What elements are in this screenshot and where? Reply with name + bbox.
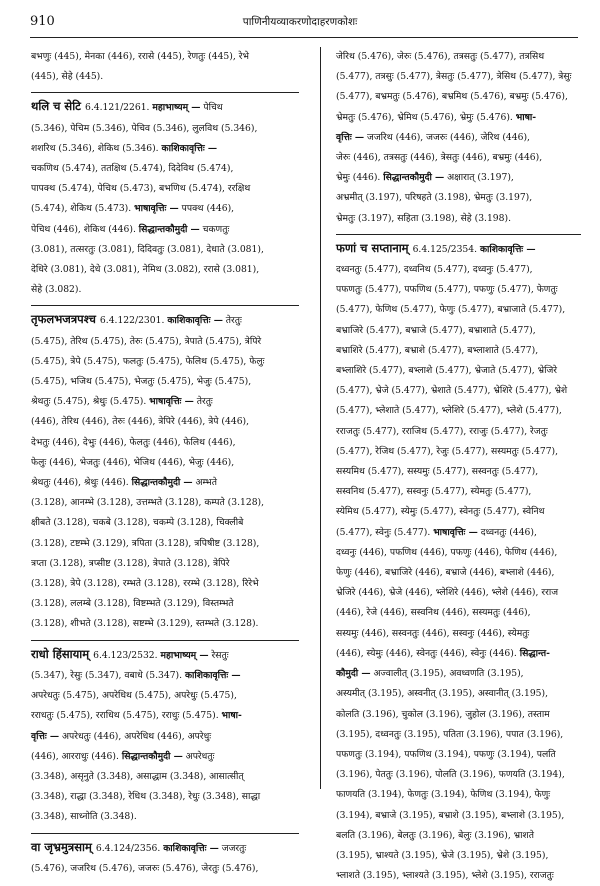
example-text: सस्वनिथ (5.477), सस्वनुः (5.477), स्येमतुः (5.477), — [336, 486, 532, 498]
example-text: पपक्थ (446), — [178, 203, 235, 215]
page-header — [0, 0, 600, 40]
entry-line — [336, 583, 581, 603]
entry-line — [31, 859, 299, 879]
example-text: चकणिथ (5.474), ततक्षिथ (5.474), दिदेविथ (5.474), — [31, 163, 234, 175]
entry-line — [31, 159, 299, 179]
entry-line — [336, 47, 581, 67]
example-text: जजरतुः — [218, 842, 247, 854]
example-text: अभ्रमीत् (3.197), परिषहते (3.198), भ्रेमतुः (3.197), — [336, 192, 533, 204]
entry-separator — [336, 234, 581, 235]
entry-line — [336, 209, 581, 229]
example-text: अज्वालीत् (3.195), अवध्वणति (3.195), — [370, 668, 524, 680]
entry-line — [336, 462, 581, 482]
example-text: अपरेधतुः — [182, 750, 215, 762]
entry-line — [31, 139, 299, 159]
entry-line — [336, 523, 581, 543]
entry-line — [31, 332, 299, 352]
example-text: पेचिथ — [200, 102, 223, 114]
entry-line — [31, 493, 299, 513]
example-text: 6.4.122/2301. — [99, 315, 168, 327]
left-column — [31, 47, 299, 879]
example-text: रराजतुः (5.477), रराजिथ (5.477), रराजुः (5.477), रेजतुः — [336, 425, 548, 437]
example-text: श्रेथतुः (446), श्रेथुः (446). — [31, 477, 132, 489]
example-text: (3.128), टष्टम्भे (3.129), त्रपिता (3.128), त्रपिषीष्ट (3.128), — [31, 537, 260, 549]
sutra-entry — [31, 309, 299, 634]
entry-line — [336, 128, 581, 148]
entry-line — [31, 260, 299, 280]
entry-line — [31, 787, 299, 807]
example-text: (5.474), शेकिथ (5.473). — [31, 203, 135, 215]
example-text: फेणुः (446), बभ्राजिरे (446), बभ्राजे (446), बभ्लाशे (446), — [336, 567, 555, 579]
source-label: काशिकावृत्तिः — — [479, 243, 536, 255]
running-title: पाणिनीयव्याकरणोदाहरणकोशः — [242, 16, 358, 28]
example-text: शशरिथ (5.346), शेकिथ (5.346). — [31, 142, 162, 154]
example-text: (3.348), राद्धा (3.348), रेधिथ (3.348), रेधुः (3.348), साद्धा — [31, 791, 261, 803]
right-column — [336, 47, 581, 886]
entry-line — [336, 745, 581, 765]
example-text: सस्यमिथ (5.477), सस्यमुः (5.477), सस्वनतुः (5.477), — [336, 466, 539, 478]
source-label: सिद्धान्त- — [519, 647, 550, 659]
example-text: (3.348), साध्नोति (3.348). — [31, 811, 137, 823]
example-text: बभणुः (445), मेनका (446), ररासे (445), रेणतुः (445), रेभे — [31, 51, 249, 62]
entry-line — [336, 664, 581, 684]
example-text: सेहे (3.082). — [31, 284, 82, 296]
entry-line — [31, 513, 299, 533]
example-text: अस्यमीत् (3.195), अस्वनीत् (3.195), अस्वानीत् (3.195), — [336, 688, 549, 700]
entry-line — [336, 280, 581, 300]
example-text: (3.128), त्रेपे (3.128), रम्भते (3.128), ररम्भे (3.128), रिरेभे — [31, 578, 259, 590]
example-text: जजरिथ (446), जजरुः (446), जेरिथ (446), — [364, 131, 530, 143]
entry-line — [336, 705, 581, 725]
entry-line — [31, 666, 299, 686]
example-text: (3.128), आनम्भे (3.128), उत्तम्भते (3.128), कम्पते (3.128), — [31, 497, 265, 509]
example-text: दध्वनतुः (446), — [477, 526, 537, 538]
example-text: अम्भते — [192, 477, 217, 489]
example-text: (5.477), स्वेनुः (5.477). — [336, 526, 434, 538]
example-text: चकणतुः — [199, 223, 230, 235]
entry-line — [336, 725, 581, 745]
example-text: अपरेधतुः (5.475), अपरेधिथ (5.475), अपरेधुः (5.475), — [31, 690, 237, 702]
example-text: तेरतुः — [193, 396, 213, 408]
example-text: कोलति (3.196), चुकोल (3.196), जुहोल (3.196), तस्ताम — [336, 708, 550, 720]
example-text: 6.4.121/2261. — [85, 102, 153, 114]
example-text: भ्रेमुः (446). — [336, 172, 384, 184]
source-label: भाषावृत्तिः — — [134, 203, 179, 215]
example-text: (5.477), भ्लेशाते (5.477), भ्लेशिरे (5.477), भ्लेशे (5.477), — [336, 405, 562, 417]
example-text: पफणतुः (5.477), पफणिथ (5.477), पफणुः (5.477), फेणतुः — [336, 284, 558, 296]
sutra-heading: फणां च सप्तानाम् — [336, 240, 413, 255]
example-text: बभ्राजिरे (5.477), बभ्राजे (5.477), बभ्राशाते (5.477), — [336, 324, 536, 336]
entry-line — [31, 179, 299, 199]
entry-line — [336, 300, 581, 320]
example-text: भ्रेमतुः (3.197), सहिता (3.198), सेहे (3.198). — [336, 212, 511, 224]
entry-line — [31, 392, 299, 412]
source-label: महाभाष्यम् — — [152, 102, 201, 114]
entry-line — [336, 563, 581, 583]
entry-line — [31, 594, 299, 614]
entry-line — [31, 706, 299, 726]
example-text: देभतुः (446), देभुः (446), फेलतुः (446), फेलिथ (446), — [31, 436, 236, 448]
example-text: 6.4.124/2356. — [95, 842, 164, 854]
entry-line — [336, 603, 581, 623]
sutra-heading: थलि च सेटि — [31, 99, 85, 114]
entry-line — [336, 826, 581, 846]
entry-line — [31, 767, 299, 787]
entry-line — [31, 727, 299, 747]
entry-line — [336, 148, 581, 168]
entry-line — [31, 554, 299, 574]
example-text: (446), आरराधुः (446). — [31, 750, 122, 762]
example-text: जेरिथ (5.476), जेरुः (5.476), तत्रसतुः (5.477), तत्रसिथ — [336, 51, 545, 62]
entry-line — [31, 352, 299, 372]
entry-line — [336, 785, 581, 805]
source-label: वृत्तिः — — [31, 730, 60, 742]
entry-line — [31, 47, 299, 67]
example-text: रेसतुः — [208, 649, 229, 661]
entry-line — [31, 453, 299, 473]
example-text: जेरुः (446), तत्रसतुः (446), त्रेसतुः (446), बभ्रमुः (446), — [336, 152, 543, 164]
example-text: (3.348), असृनुते (3.348), असाद्धाम (3.348), आसात्सीत् — [31, 770, 244, 782]
example-text: दध्वनुः (446), पफणिथ (446), पफणुः (446), फेणिथ (446), — [336, 546, 558, 558]
entry-separator — [31, 640, 299, 641]
example-text: (5.477), भ्रेजे (5.477), भ्रेशाते (5.477), भ्रेशिरे (5.477), भ्रेशे — [336, 385, 568, 397]
sutra-entry — [31, 96, 299, 300]
example-text: फेलुः (446), भेजतुः (446), भेजिथ (446), भेजुः (446), — [31, 456, 235, 468]
entry-line — [31, 280, 299, 300]
sutra-heading: वा जृभ्रमुत्रसाम् — [31, 839, 96, 854]
entry-line — [336, 341, 581, 361]
example-text: (5.477), बभ्रमतुः (5.476), बभ्रमिथ (5.476), बभ्रमुः (5.476), — [336, 91, 568, 103]
source-label: काशिकावृत्तिः — — [161, 142, 218, 154]
entry-line — [336, 765, 581, 785]
example-text: (446), रेजे (446), सस्वनिथ (446), सस्यमतुः (446), — [336, 607, 531, 619]
example-text: तेरतुः — [222, 315, 242, 327]
source-label: काशिकावृत्तिः — — [167, 315, 223, 327]
entry-line — [336, 806, 581, 826]
example-text: (3.128), शीभते (3.128), सष्टम्भे (3.129), स्तम्भते (3.128). — [31, 618, 259, 630]
column-divider — [320, 47, 321, 789]
entry-line — [31, 96, 299, 118]
entry-separator — [31, 833, 299, 834]
example-text: क्षीबते (3.128), चकबे (3.128), चकम्पे (3.128), चिक्लीबे — [31, 517, 244, 529]
entry-line — [31, 240, 299, 260]
source-label: कौमुदी — — [336, 668, 371, 680]
entry-line — [336, 644, 581, 664]
example-text: स्येमिथ (5.477), स्येमुः (5.477), स्वेनतुः (5.477), स्वेनिथ — [336, 506, 545, 518]
entry-line — [31, 644, 299, 666]
source-label: सिद्धान्तकौमुदी — — [383, 172, 445, 184]
entry-line — [31, 807, 299, 827]
entry-line — [336, 381, 581, 401]
example-text: (3.194), बभ्राजे (3.195), बभ्राशे (3.195), बभ्लाशे (3.195), — [336, 809, 565, 821]
sutra-entry — [31, 837, 299, 879]
example-text: बभ्लाशिरे (5.477), बभ्लाशे (5.477), भ्रेजाते (5.477), भ्रेजिरे — [336, 365, 558, 377]
entry-line — [336, 67, 581, 87]
example-text: (5.347), रेसुः (5.347), वबाधे (5.347). — [31, 669, 185, 681]
page-number: 910 — [30, 14, 55, 29]
example-text: पेचिथ (446), शेकिथ (446). — [31, 223, 139, 235]
entry-line — [336, 238, 581, 260]
example-text: (3.128), ललम्बे (3.128), विष्टम्भते (3.129), विस्तम्भते — [31, 598, 234, 610]
entry-line — [31, 119, 299, 139]
entry-line — [336, 684, 581, 704]
entry-line — [31, 67, 299, 87]
sutra-heading: तृफलभजत्रपश्च — [31, 312, 100, 327]
entry-line — [336, 401, 581, 421]
entry-line — [31, 686, 299, 706]
entry-line — [31, 199, 299, 219]
source-label: महाभाष्यम् — — [160, 649, 209, 661]
entry-line — [336, 866, 581, 886]
example-text: (445), सेहे (445). — [31, 71, 104, 83]
entry-line — [336, 108, 581, 128]
entry-line — [31, 372, 299, 392]
example-text: भ्रेमतुः (5.476), भ्रेमिथ (5.476), भ्रेमुः (5.476). — [336, 111, 516, 123]
example-text: बभ्राशिरे (5.477), बभ्राशे (5.477), बभ्लाशाते (5.477), — [336, 344, 539, 356]
source-label: सिद्धान्तकौमुदी — — [138, 223, 200, 235]
source-label: सिद्धान्तकौमुदी — — [131, 477, 193, 489]
example-text: रराधतुः (5.475), रराधिथ (5.475), रराधुः (5.475). — [31, 710, 222, 722]
example-text: पफणतुः (3.194), पफणिथ (3.194), पफणुः (3.194), पलति — [336, 748, 556, 760]
entry-line — [336, 260, 581, 280]
example-text: दध्वनतुः (5.477), दध्वनिथ (5.477), दध्वनुः (5.477), — [336, 264, 533, 276]
sutra-heading: राधो हिंसायाम् — [31, 646, 94, 661]
example-text: भ्लाशते (3.195), भ्लाश्यते (3.195), भ्लेशे (3.195), रराजतुः — [336, 870, 554, 882]
example-text: (446), तेरिथ (446), तेरुः (446), त्रेपिरे (446), त्रेपे (446), — [31, 416, 250, 428]
source-label: सिद्धान्तकौमुदी — — [121, 750, 183, 762]
entry-line — [336, 422, 581, 442]
entry-line — [336, 442, 581, 462]
example-text: भ्रेजिरे (446), भ्रेजे (446), भ्लेशिरे (446), भ्लेशे (446), रराज — [336, 587, 559, 599]
entry-line — [31, 473, 299, 493]
sutra-entry — [31, 47, 299, 87]
entry-line — [31, 412, 299, 432]
source-label: भाषावृत्तिः — — [149, 396, 194, 408]
example-text: अक्षारात् (3.197), — [444, 172, 514, 184]
example-text: (5.475), भजिथ (5.475), भेजतुः (5.475), भेजुः (5.475), — [31, 376, 252, 388]
example-text: श्रेथतुः (5.475), श्रेथुः (5.475). — [31, 396, 150, 408]
entry-line — [31, 747, 299, 767]
source-label: काशिकावृत्तिः — — [184, 669, 241, 681]
entry-line — [336, 502, 581, 522]
example-text: (446), स्येमुः (446), स्वेनतुः (446), स्वेनुः (446). — [336, 647, 520, 659]
entry-separator — [31, 305, 299, 306]
entry-line — [336, 361, 581, 381]
example-text: पापक्थ (5.474), पेचिथ (5.473), बभणिथ (5.474), ररक्षिथ — [31, 183, 251, 195]
entry-line — [336, 168, 581, 188]
entry-line — [31, 574, 299, 594]
example-text: (5.477), तत्रसुः (5.477), त्रेसतुः (5.477), त्रेसिथ (5.477), त्रेसुः — [336, 71, 572, 83]
entry-line — [31, 433, 299, 453]
example-text: 6.4.123/2532. — [93, 649, 161, 661]
header-rule — [30, 37, 578, 38]
sutra-entry — [336, 47, 581, 229]
entry-line — [336, 87, 581, 107]
example-text: (5.476), जजरिथ (5.476), जजरुः (5.476), जेरतुः (5.476), — [31, 862, 259, 874]
entry-line — [31, 614, 299, 634]
example-text: सस्यमुः (446), सस्वनतुः (446), सस्वनुः (446), स्येमतुः — [336, 627, 530, 639]
example-text: देधिरे (3.081), देधे (3.081), नेमिथ (3.082), ररासे (3.081), — [31, 264, 260, 276]
entry-line — [336, 188, 581, 208]
example-text: (3.196), पेततुः (3.196), पोलति (3.196), फणयति (3.194), — [336, 769, 565, 781]
entry-line — [31, 837, 299, 859]
example-text: (5.475), त्रेपे (5.475), फलतुः (5.475), फेलिथ (5.475), फेलुः — [31, 355, 265, 367]
example-text: 6.4.125/2354. — [412, 243, 480, 255]
entry-line — [336, 624, 581, 644]
example-text: (3.081), तत्सरतुः (3.081), दिदिवतुः (3.081), देधाते (3.081), — [31, 243, 264, 255]
example-text: (5.477), फेणिथ (5.477), फेणुः (5.477), बभ्राजाते (5.477), — [336, 304, 566, 316]
source-label: काशिकावृत्तिः — — [163, 842, 219, 854]
example-text: (3.195), दध्वनतुः (3.195), पतिता (3.196), पपात (3.196), — [336, 728, 564, 740]
entry-line — [336, 482, 581, 502]
example-text: (5.346), पेचिम (5.346), पेचिव (5.346), लुलविथ (5.346), — [31, 122, 258, 134]
source-label: भाषा- — [221, 710, 242, 722]
example-text: (3.195), भ्राश्यते (3.195), भ्रेजे (3.195), भ्रेशे (3.195), — [336, 849, 549, 861]
example-text: बलति (3.196), बेलतुः (3.196), बेलुः (3.196), भ्राशते — [336, 829, 535, 841]
example-text: त्रप्ता (3.128), त्रप्सीष्ट (3.128), त्रेपाते (3.128), त्रेपिरे — [31, 557, 230, 569]
entry-line — [336, 321, 581, 341]
sutra-entry — [31, 644, 299, 828]
source-label: भाषा- — [515, 111, 537, 123]
source-label: वृत्तिः — — [336, 131, 365, 143]
entry-line — [336, 846, 581, 866]
entry-line — [31, 309, 299, 331]
sutra-entry — [336, 238, 581, 886]
example-text: फाणयति (3.194), फेणतुः (3.194), फेणिथ (3.194), फेणुः — [336, 789, 551, 801]
entry-separator — [31, 92, 299, 93]
entry-line — [336, 543, 581, 563]
source-label: भाषावृत्तिः — — [433, 526, 478, 538]
example-text: (5.477), रेजिथ (5.477), रेजुः (5.477), सस्यमतुः (5.477), — [336, 445, 559, 457]
entry-line — [31, 534, 299, 554]
example-text: अपरेधतुः (446), अपरेधिथ (446), अपरेधुः — [59, 730, 212, 742]
entry-line — [31, 220, 299, 240]
example-text: (5.475), तेरिथ (5.475), तेरुः (5.475), त्रेपाते (5.475), त्रेपिरे — [31, 335, 262, 347]
